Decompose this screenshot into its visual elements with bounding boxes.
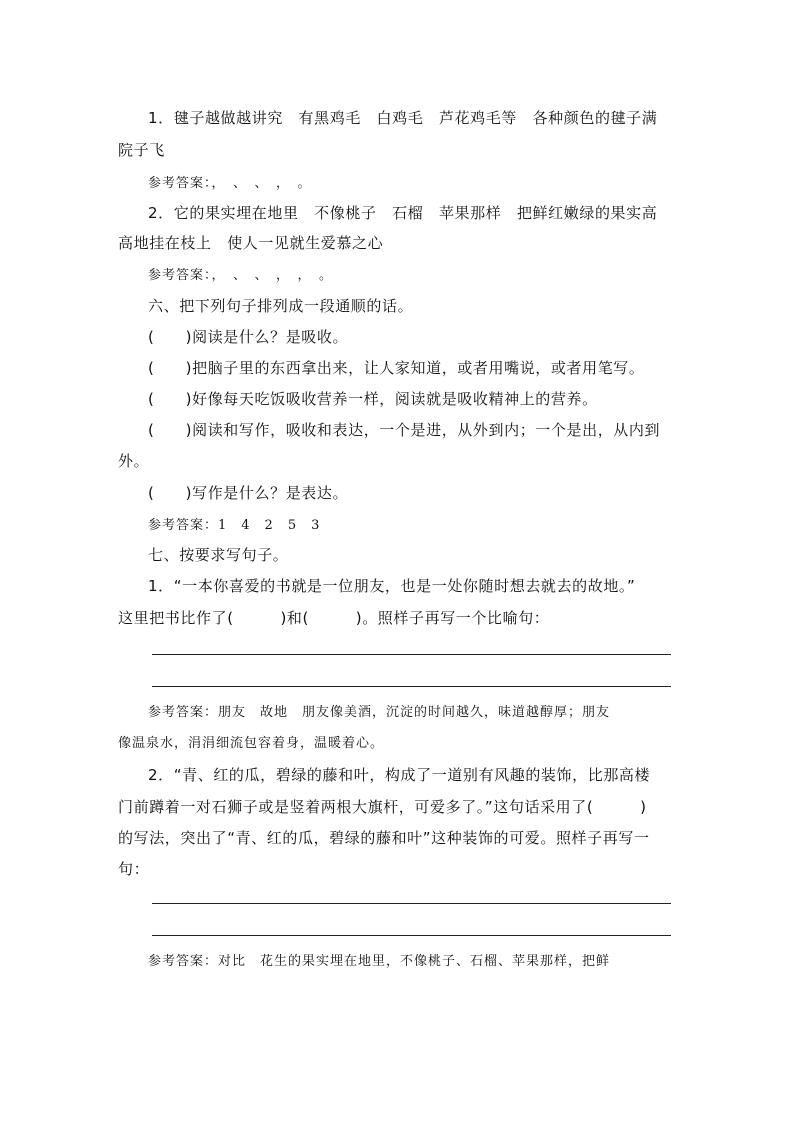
section6-item-3: ( )好像每天吃饭吸收营养一样，阅读就是吸收精神上的营养。 xyxy=(148,390,598,408)
s7-q2-line1: 2．“青、红的瓜，碧绿的藤和叶，构成了一道别有风趣的装饰，比那高楼 xyxy=(148,766,651,784)
answer-label: 参考答案： xyxy=(148,176,212,191)
answer-writing-line-2[interactable] xyxy=(152,686,671,687)
answer-label: 参考答案： xyxy=(148,954,219,969)
s7-q1-answer-1 xyxy=(148,703,610,723)
s7-q2-line3: 的写法，突出了“青、红的瓜，碧绿的藤和叶”这种装饰的可爱。照样子再写一 xyxy=(118,829,650,847)
section6-item-2: ( )把脑子里的东西拿出来，让人家知道，或者用嘴说，或者用笔写。 xyxy=(148,359,645,377)
answer-text: 朋友 故地 朋友像美酒，沉淀的时间越久，味道越醇厚；朋友 xyxy=(218,705,611,720)
answer-writing-line-4[interactable] xyxy=(152,935,671,936)
s7-q1-answer-2: 像温泉水，涓涓细流包容着身，温暖着心。 xyxy=(118,736,385,751)
answer-writing-line-1[interactable] xyxy=(152,654,671,655)
section6-item-4: ( )阅读和写作，吸收和表达，一个是进，从外到内；一个是出，从内到 xyxy=(148,421,661,439)
answer-label: 参考答案： xyxy=(148,705,219,720)
answer-text: ， 、 、 ， 。 xyxy=(211,176,312,191)
section7-title: 七、按要求写句子。 xyxy=(148,546,289,564)
section6-title: 六、把下列句子排列成一段通顺的话。 xyxy=(148,297,414,315)
s7-q2-line4: 句： xyxy=(118,860,150,878)
section6-item-1: ( )阅读是什么？是吸收。 xyxy=(148,328,349,346)
q2-line1: 2．它的果实埋在地里 不像桃子 石榴 苹果那样 把鲜红嫩绿的果实高 xyxy=(148,204,658,222)
s7-q2-answer-1 xyxy=(148,952,610,972)
answer-text: ， 、 、 ， ， 。 xyxy=(211,268,334,283)
q2-line2: 高地挂在枝上 使人一见就生爱慕之心 xyxy=(118,234,384,252)
section6-item-5: ( )写作是什么？是表达。 xyxy=(148,484,349,502)
answer-writing-line-3[interactable] xyxy=(152,903,671,904)
q2-answer xyxy=(148,266,333,286)
answer-text: 1 4 2 5 3 xyxy=(218,518,321,533)
answer-label: 参考答案： xyxy=(148,268,212,283)
s7-q1-line1: 1．“一本你喜爱的书就是一位朋友，也是一处你随时想去就去的故地。” xyxy=(148,577,636,595)
s7-q2-line2: 门前蹲着一对石狮子或是竖着两根大旗杆，可爱多了。”这句话采用了( ) xyxy=(118,798,647,816)
q1-line1: 1．毽子越做越讲究 有黑鸡毛 白鸡毛 芦花鸡毛等 各种颜色的毽子满 xyxy=(148,109,658,127)
section6-item-4-cont: 外。 xyxy=(118,452,150,470)
answer-label: 参考答案： xyxy=(148,518,219,533)
section6-answer xyxy=(148,516,320,536)
answer-text: 对比 花生的果实埋在地里，不像桃子、石榴、苹果那样，把鲜 xyxy=(218,954,611,969)
s7-q1-line2: 这里把书比作了( )和( )。照样子再写一个比喻句： xyxy=(118,609,550,627)
q1-answer xyxy=(148,174,312,194)
q1-line2: 院子飞 xyxy=(118,141,165,159)
